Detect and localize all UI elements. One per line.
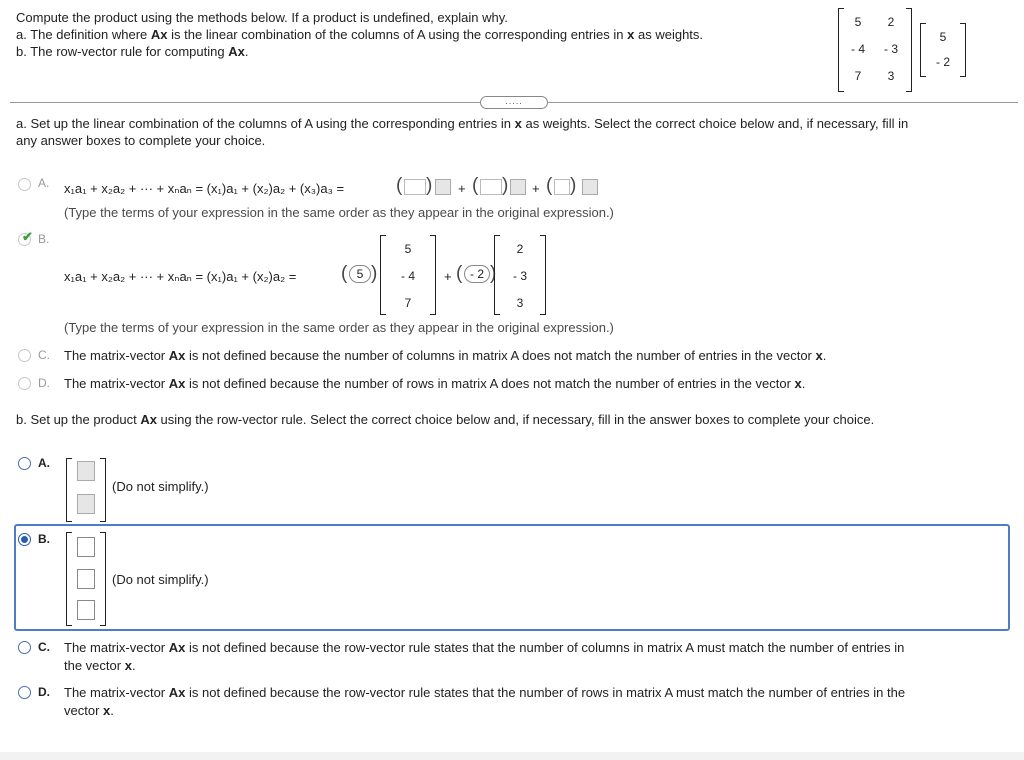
part-a-option-a-note: (Type the terms of your expression in the same order as they appear in the original expression.) [64, 205, 614, 220]
part-a-option-b-expression: x₁a₁ + x₂a₂ + ··· + xₙaₙ = (x₁)a₁ + (x₂)a₂ = [64, 269, 297, 284]
matrix-a-cell: 5 [854, 15, 862, 29]
part-a-option-b-note: (Type the terms of your expression in the same order as they appear in the original expression.) [64, 320, 614, 335]
vector-cell: 5 [404, 242, 412, 256]
part-b-option-c-radio[interactable] [18, 641, 31, 654]
part-b-option-c-letter: C. [38, 640, 50, 654]
part-a-option-c-radio[interactable] [18, 349, 31, 362]
answer-box[interactable] [435, 179, 451, 195]
answer-box[interactable] [582, 179, 598, 195]
filled-answer[interactable]: 5 [349, 265, 371, 283]
part-a-option-d-radio[interactable] [18, 377, 31, 390]
part-a-option-d-text: The matrix-vector Ax is not defined because the number of rows in matrix A does not match the number of entries in the vector x. [64, 376, 806, 391]
part-b-option-d-text-cont: vector x. [64, 703, 114, 718]
matrix-a-cell: 7 [854, 69, 862, 83]
part-a-option-a-expression: x₁a₁ + x₂a₂ + ··· + xₙaₙ = (x₁)a₁ + (x₂)a₂ + (x₃)a₃ = [64, 181, 345, 196]
answer-box[interactable] [404, 179, 426, 195]
answer-box[interactable] [77, 461, 95, 481]
matrix-a-cell: 3 [887, 69, 895, 83]
part-a-option-c-letter: C. [38, 348, 50, 362]
part-b-option-c-text: The matrix-vector Ax is not defined because the row-vector rule states that the number of columns in matrix A must match the number of entries in [64, 640, 905, 655]
part-a-instruction-cont: any answer boxes to complete your choice. [16, 133, 266, 148]
part-b-instruction: b. Set up the product Ax using the row-vector rule. Select the correct choice below and, if necessary, fill in the answer boxes to complete your choice. [16, 412, 875, 427]
answer-box[interactable] [480, 179, 502, 195]
answer-box[interactable] [77, 494, 95, 514]
part-a-option-b-letter: B. [38, 232, 50, 246]
vector-x-cell: 5 [939, 30, 947, 44]
part-b-option-a-letter: A. [38, 456, 50, 470]
part-b-option-b-radio[interactable] [18, 533, 31, 546]
part-b-option-b-note: (Do not simplify.) [112, 572, 209, 587]
problem-part-a-description: a. The definition where Ax is the linear combination of the columns of A using the corresponding entries in x as weights. [16, 27, 704, 42]
part-b-option-d-letter: D. [38, 685, 50, 699]
answer-box[interactable] [554, 179, 570, 195]
part-a-option-a-radio[interactable] [18, 178, 31, 191]
answer-box[interactable] [77, 537, 95, 557]
part-b-option-d-text: The matrix-vector Ax is not defined because the row-vector rule states that the number of rows in matrix A must match the number of entries in the [64, 685, 906, 700]
expand-toggle[interactable]: ..... [480, 96, 548, 109]
part-b-option-d-radio[interactable] [18, 686, 31, 699]
vector-cell: 7 [404, 296, 412, 310]
filled-answer[interactable]: - 2 [464, 265, 490, 283]
problem-part-b-description: b. The row-vector rule for computing Ax. [16, 44, 249, 59]
part-b-option-c-text-cont: the vector x. [64, 658, 136, 673]
matrix-a-cell: - 3 [883, 42, 898, 56]
vector-cell: - 3 [512, 269, 527, 283]
vector-cell: 3 [516, 296, 524, 310]
footer-bar [0, 752, 1024, 760]
matrix-a-cell: - 4 [850, 42, 865, 56]
part-a-option-a-letter: A. [38, 176, 50, 190]
vector-cell: 2 [516, 242, 524, 256]
part-a-option-c-text: The matrix-vector Ax is not defined because the number of columns in matrix A does not match the number of entries in the vector x. [64, 348, 827, 363]
part-b-option-a-note: (Do not simplify.) [112, 479, 209, 494]
part-a-option-d-letter: D. [38, 376, 50, 390]
answer-box[interactable] [77, 600, 95, 620]
matrix-a-cell: 2 [887, 15, 895, 29]
vector-cell: - 4 [400, 269, 415, 283]
part-a-instruction: a. Set up the linear combination of the columns of A using the corresponding entries in x as weights. Select the correct choice below and, if necessary, fill in [16, 116, 909, 131]
part-b-option-a-radio[interactable] [18, 457, 31, 470]
problem-statement: Compute the product using the methods below. If a product is undefined, explain why. [16, 10, 508, 25]
answer-box[interactable] [510, 179, 526, 195]
vector-x-cell: - 2 [935, 55, 950, 69]
answer-box[interactable] [77, 569, 95, 589]
part-b-option-b-letter: B. [38, 532, 50, 546]
checkmark-icon: ✔ [22, 229, 33, 244]
